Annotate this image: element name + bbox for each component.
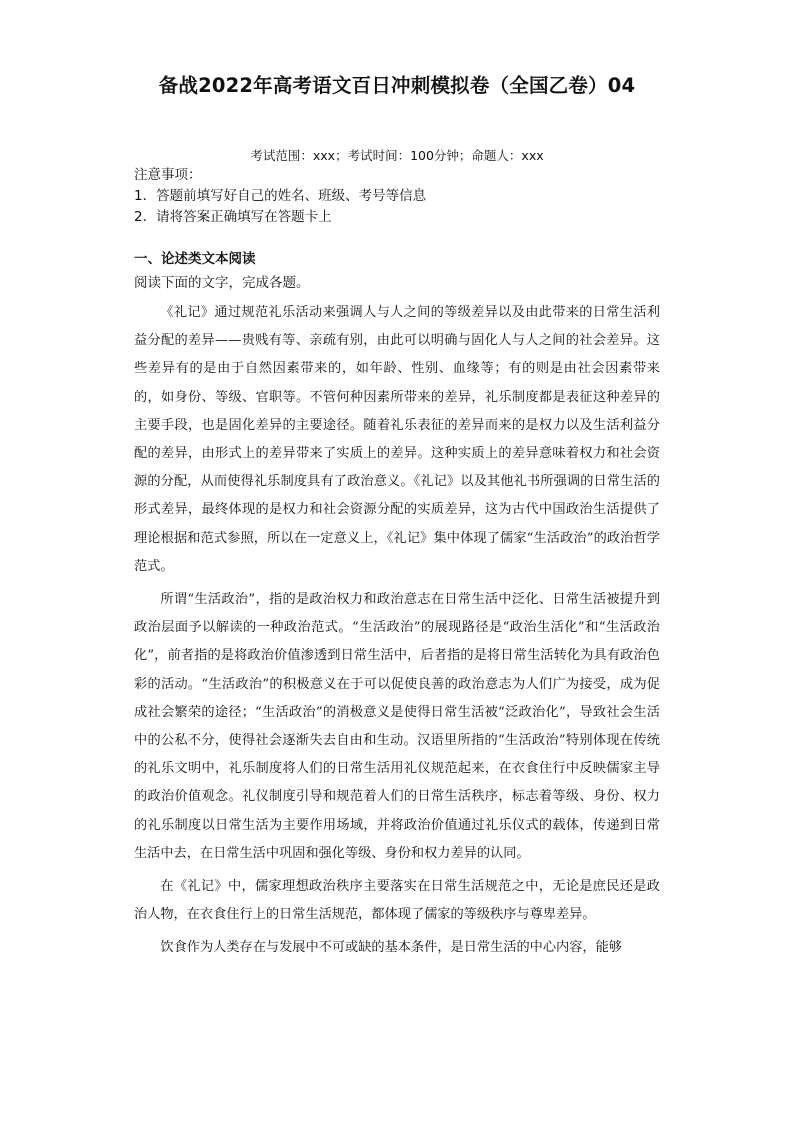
exam-title: 备战2022年高考语文百日冲刺模拟卷（全国乙卷）04 xyxy=(158,74,636,97)
reading-instruction: 阅读下面的文字，完成各题。 xyxy=(134,275,310,291)
notes-block xyxy=(134,165,426,228)
article-paragraph: 饮食作为人类存在与发展中不可或缺的基本条件，是日常生活的中心内容，能够 xyxy=(160,940,622,956)
article-paragraph: 所谓“生活政治”，指的是政治权力和政治意志在日常生活中泛化、日常生活被提升到政治层面予以解读的一种政治范式。“生活政治”的展现路径是“政治生活化”和“生活政治化”，前者指的是将政治价值渗透到日常生活中，后者指的是将日常生活转化为具有政治色彩的活动。“生活政治”的积极意义在于可以促使良善的政治意志为人们广为接受，成为促成社会繁荣的途径；“生活政治”的消极意义是使得日常生活被“泛政治化”，导致社会生活中的公私不分，使得社会逐渐失去自由和生动。汉语里所指的“生活政治”特别体现在传统的礼乐文明中，礼乐制度将人们的日常生活用礼仪规范起来，在衣食住行中反映儒家主导的政治价值观念。礼仪制度引导和规范着人们的日常生活秩序，标志着等级、身份、权力的礼乐制度以日常生活为主要作用场域，并将政治价值通过礼乐仪式的载体，传递到日常生活中去，在日常生活中巩固和强化等级、身份和权力差异的认同。 xyxy=(134,592,660,861)
notes-heading: 注意事项： xyxy=(134,167,202,183)
exam-meta: 考试范围：xxx；考试时间：100分钟；命题人：xxx xyxy=(250,148,544,163)
article-body xyxy=(134,299,660,968)
article-paragraph: 在《礼记》中，儒家理想政治秩序主要落实在日常生活规范之中，无论是庶民还是政治人物，在衣食住行上的日常生活规范，都体现了儒家的等级秩序与尊卑差异。 xyxy=(134,879,660,923)
article-paragraph: 《礼记》通过规范礼乐活动来强调人与人之间的等级差异以及由此带来的日常生活利益分配的差异——贵贱有等、亲疏有别，由此可以明确与固化人与人之间的社会差异。这些差异有的是由于自然因素带来的，如年龄、性别、血缘等；有的则是由社会因素带来的，如身份、等级、官职等。不管何种因素所带来的差异，礼乐制度都是表征这种差异的主要手段，也是固化差异的主要途径。随着礼乐表征的差异而来的是权力以及生活利益分配的差异，由形式上的差异带来了实质上的差异。这种实质上的差异意味着权力和社会资源的分配，从而使得礼乐制度具有了政治意义。《礼记》以及其他礼书所强调的日常生活的形式差异，最终体现的是权力和社会资源分配的实质差异，这为古代中国政治生活提供了理论根据和范式参照，所以在一定意义上，《礼记》集中体现了儒家“生活政治”的政治哲学范式。 xyxy=(134,305,660,574)
notes-item: 2．请将答案正确填写在答题卡上 xyxy=(134,209,332,225)
section-heading: 一、论述类文本阅读 xyxy=(134,251,256,267)
notes-item: 1．答题前填写好自己的姓名、班级、考号等信息 xyxy=(134,188,427,204)
